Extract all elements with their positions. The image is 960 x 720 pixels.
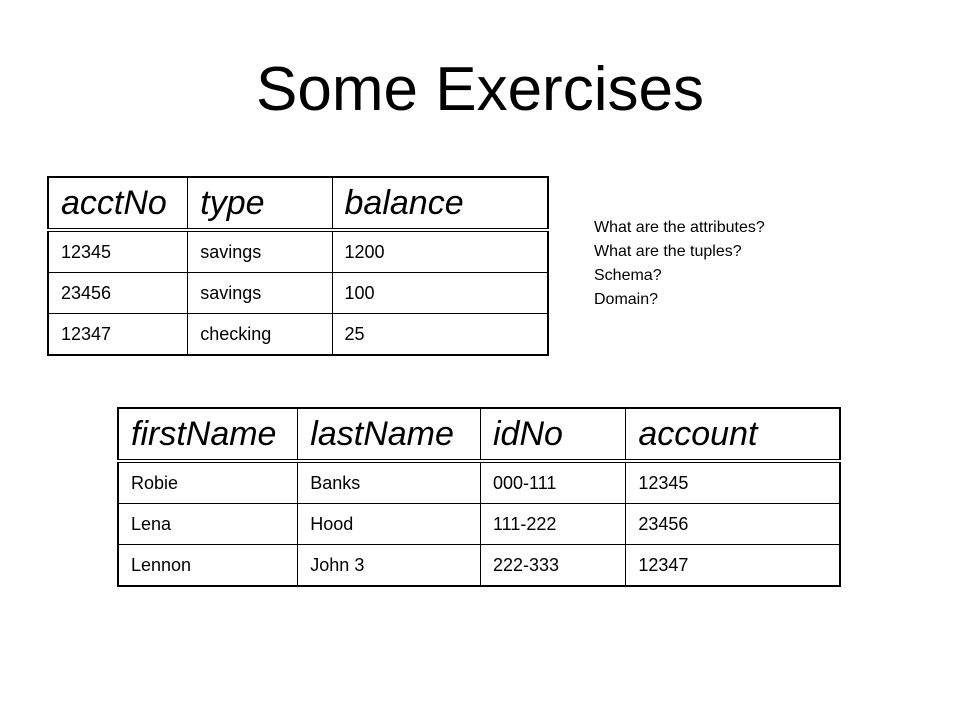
question-text: What are the tuples? <box>594 243 742 260</box>
table-row <box>48 314 548 356</box>
people-header-row <box>118 408 840 461</box>
question-text: Domain? <box>594 291 659 308</box>
table-row <box>48 230 548 273</box>
column-header: balance <box>332 177 548 230</box>
table-row <box>118 461 840 504</box>
table-row <box>118 545 840 587</box>
table-cell: 111-222 <box>481 504 626 545</box>
table-cell: savings <box>188 273 332 314</box>
table-cell: 000-111 <box>481 461 626 504</box>
table-cell: checking <box>188 314 332 356</box>
table-cell: 1200 <box>332 230 548 273</box>
column-header: firstName <box>118 408 298 461</box>
column-header: idNo <box>481 408 626 461</box>
table-row <box>118 504 840 545</box>
table-cell: 100 <box>332 273 548 314</box>
table-cell: Banks <box>298 461 481 504</box>
table-cell: 12347 <box>626 545 840 587</box>
accounts-header-row <box>48 177 548 230</box>
table-cell: Lennon <box>118 545 298 587</box>
table-cell: 12345 <box>626 461 840 504</box>
column-header: type <box>188 177 332 230</box>
table-cell: 222-333 <box>481 545 626 587</box>
table-cell: Robie <box>118 461 298 504</box>
table-row <box>48 273 548 314</box>
table-cell: John 3 <box>298 545 481 587</box>
table-cell: 23456 <box>626 504 840 545</box>
table-cell: Hood <box>298 504 481 545</box>
people-table <box>117 407 841 587</box>
column-header: acctNo <box>48 177 188 230</box>
slide-title: Some Exercises <box>256 55 704 124</box>
question-text: Schema? <box>594 267 662 284</box>
table-cell: savings <box>188 230 332 273</box>
table-cell: 23456 <box>48 273 188 314</box>
table-cell: 12347 <box>48 314 188 356</box>
table-cell: 12345 <box>48 230 188 273</box>
table-cell: Lena <box>118 504 298 545</box>
column-header: account <box>626 408 840 461</box>
column-header: lastName <box>298 408 481 461</box>
accounts-table <box>47 176 549 356</box>
table-cell: 25 <box>332 314 548 356</box>
question-text: What are the attributes? <box>594 219 765 236</box>
questions-list <box>594 216 765 312</box>
